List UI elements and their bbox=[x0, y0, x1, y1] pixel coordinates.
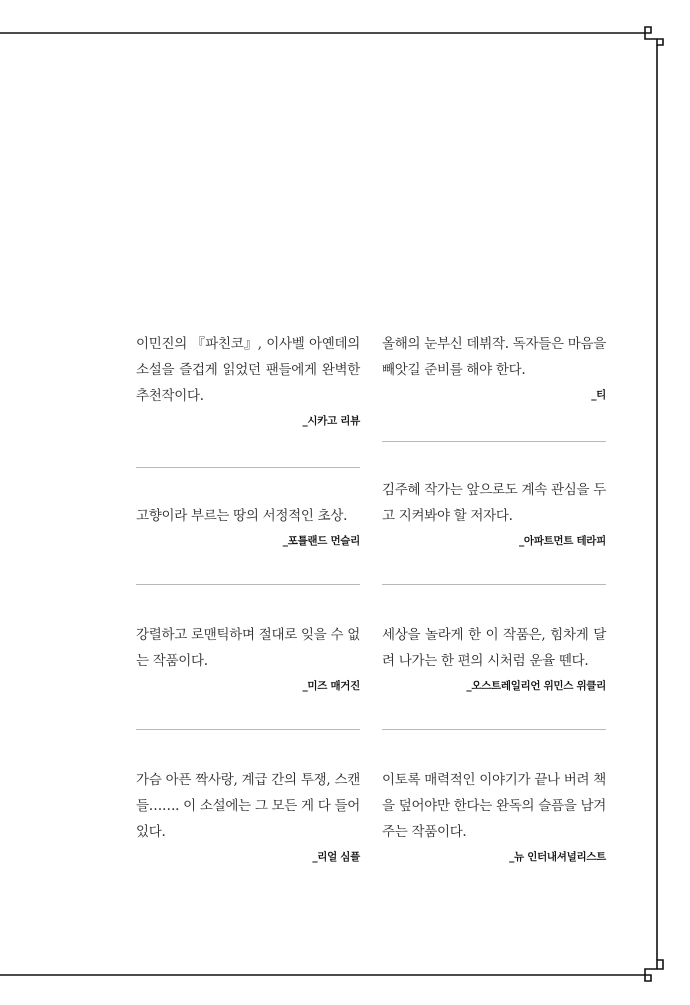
review-source: _시카고 리뷰 bbox=[302, 415, 360, 427]
review-block bbox=[136, 331, 360, 428]
divider bbox=[136, 729, 360, 730]
review-source: _뉴 인터내셔널리스트 bbox=[509, 851, 606, 863]
divider bbox=[136, 467, 360, 468]
divider bbox=[136, 584, 360, 585]
bottom-right-corner-ornament bbox=[645, 960, 663, 981]
review-block bbox=[136, 622, 360, 693]
review-block bbox=[382, 477, 606, 548]
top-right-corner-ornament bbox=[645, 27, 663, 45]
review-quote: 가슴 아픈 짝사랑, 계급 간의 투쟁, 스캔들……. 이 소설에는 그 모든 게 다 들어 있다. bbox=[136, 772, 360, 840]
review-quote: 이토록 매력적인 이야기가 끝나 버려 책을 덮어야만 한다는 완독의 슬픔을 남겨주는 작품이다. bbox=[382, 772, 606, 840]
review-source: _오스트레일리언 위민스 위클리 bbox=[466, 680, 606, 692]
review-quote: 강렬하고 로맨틱하며 절대로 잊을 수 없는 작품이다. bbox=[136, 627, 360, 669]
review-source: _포틀랜드 먼슬리 bbox=[282, 535, 360, 547]
review-block bbox=[382, 622, 606, 693]
review-quote: 김주혜 작가는 앞으로도 계속 관심을 두고 지켜봐야 할 저자다. bbox=[382, 482, 606, 524]
review-source: _리얼 심플 bbox=[312, 851, 360, 863]
divider bbox=[382, 729, 606, 730]
review-source: _티 bbox=[591, 389, 606, 401]
review-quote: 세상을 놀라게 한 이 작품은, 힘차게 달려 나가는 한 편의 시처럼 운율 뗀다. bbox=[382, 627, 606, 669]
review-block bbox=[382, 767, 606, 864]
review-block bbox=[136, 503, 360, 548]
review-quote: 올해의 눈부신 데뷔작. 독자들은 마음을 빼앗길 준비를 해야 한다. bbox=[382, 336, 606, 378]
review-block bbox=[382, 331, 606, 402]
review-quote: 고향이라 부르는 땅의 서정적인 초상. bbox=[136, 508, 348, 524]
review-source: _아파트먼트 테라피 bbox=[518, 535, 606, 547]
review-source: _미즈 매거진 bbox=[302, 680, 360, 692]
divider bbox=[382, 584, 606, 585]
review-block bbox=[136, 767, 360, 864]
divider bbox=[382, 441, 606, 442]
review-quote: 이민진의 『파친코』, 이사벨 아옌데의 소설을 즐겁게 읽었던 팬들에게 완벽한 추천작이다. bbox=[136, 336, 360, 404]
